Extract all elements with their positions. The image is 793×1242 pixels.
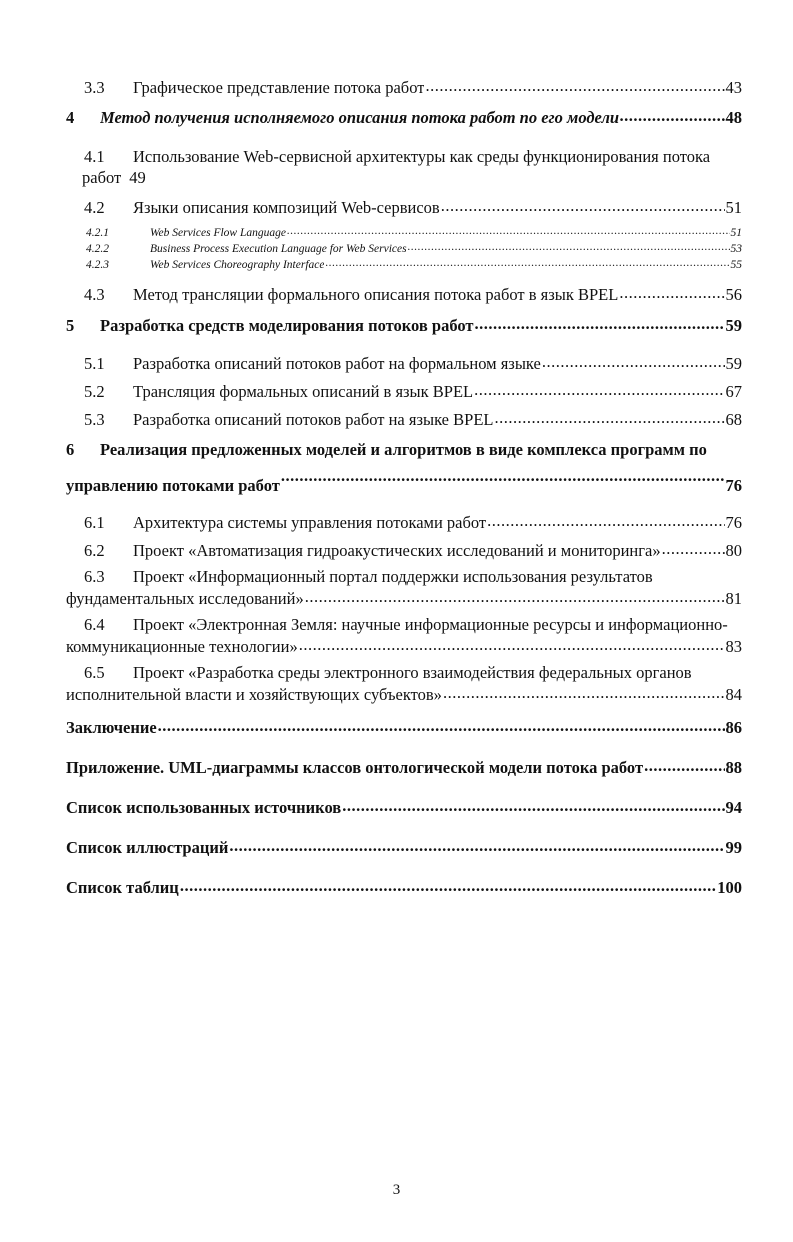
leader-dots (158, 716, 725, 733)
entry-number: 5 (66, 315, 75, 335)
entry-title: Список таблиц (66, 877, 179, 897)
entry-page: 86 (725, 717, 742, 737)
toc-entry-4-1[interactable] (84, 146, 742, 188)
toc-entry-4-2[interactable] (84, 196, 742, 218)
toc-entry-4-2-2[interactable] (86, 240, 742, 256)
entry-page: 67 (725, 381, 742, 401)
entry-page: 76 (725, 512, 742, 532)
entry-page: 99 (725, 837, 742, 857)
toc-entry-6-4[interactable] (66, 614, 742, 657)
entry-title: Метод трансляции формального описания потока работ в язык BPEL (133, 284, 619, 304)
entry-title-line1: Проект «Информационный портал поддержки использования результатов (133, 567, 653, 586)
entry-number: 6.2 (84, 540, 105, 560)
entry-number: 6.1 (84, 512, 105, 532)
entry-number: 3.3 (84, 77, 105, 97)
entry-title-line2: работ (82, 168, 122, 187)
entry-number: 4.2 (84, 197, 105, 217)
leader-dots (443, 683, 725, 700)
leader-dots (408, 240, 730, 252)
entry-page: 51 (730, 226, 742, 239)
toc-entry-illustrations[interactable] (66, 836, 742, 858)
entry-page: 59 (725, 315, 742, 335)
leader-dots (619, 283, 724, 300)
entry-page: 84 (725, 684, 742, 704)
leader-dots (342, 796, 724, 813)
toc-entry-6-2[interactable] (84, 539, 742, 561)
leader-dots (299, 635, 725, 652)
entry-title-line1: Реализация предложенных моделей и алгоритмов в виде комплекса программ по (100, 440, 707, 459)
entry-page: 55 (730, 258, 742, 271)
entry-number: 4 (66, 107, 75, 127)
entry-title-line1: Проект «Разработка среды электронного взаимодействия федеральных органов (133, 663, 692, 682)
entry-number: 5.3 (84, 409, 105, 429)
entry-title: Web Services Choreography Interface (150, 258, 325, 271)
entry-number: 6.4 (84, 615, 105, 634)
toc-entry-references[interactable] (66, 796, 742, 818)
entry-page: 80 (725, 540, 742, 560)
entry-title: Графическое представление потока работ (133, 77, 425, 97)
entry-page: 51 (725, 197, 742, 217)
toc-entry-tables[interactable] (66, 876, 742, 898)
leader-dots (425, 76, 724, 93)
entry-page: 48 (725, 107, 742, 127)
toc-entry-6[interactable] (66, 432, 742, 504)
entry-title: Трансляция формальных описаний в язык BPEL (133, 381, 474, 401)
leader-dots (620, 106, 724, 123)
toc-entry-4-2-3[interactable] (86, 256, 742, 272)
entry-page: 100 (717, 877, 742, 897)
leader-dots (229, 836, 724, 853)
entry-page: 83 (725, 636, 742, 656)
toc-entry-3-3[interactable] (84, 76, 742, 98)
leader-dots (281, 475, 725, 492)
toc-entry-4-2-1[interactable] (86, 224, 742, 240)
entry-number: 5.1 (84, 353, 105, 373)
leader-dots (662, 539, 725, 556)
entry-title: Список иллюстраций (66, 837, 229, 857)
leader-dots (487, 511, 724, 528)
toc-entry-5-3[interactable] (84, 408, 742, 430)
entry-page: 49 (129, 168, 146, 187)
entry-page: 59 (725, 353, 742, 373)
toc-entry-4-3[interactable] (84, 283, 742, 305)
entry-number: 6 (66, 440, 75, 459)
entry-number: 6.5 (84, 663, 105, 682)
entry-title: Метод получения исполняемого описания потока работ по его модели (100, 107, 620, 127)
entry-title-line2: фундаментальных исследований» (66, 588, 304, 608)
entry-page: 56 (725, 284, 742, 304)
entry-title: Разработка средств моделирования потоков работ (100, 315, 474, 335)
leader-dots (494, 408, 724, 425)
entry-number: 4.2.2 (86, 242, 109, 255)
toc-entry-5[interactable] (66, 314, 742, 336)
toc-entry-5-1[interactable] (84, 352, 742, 374)
leader-dots (441, 196, 725, 213)
leader-dots (542, 352, 725, 369)
leader-dots (644, 756, 724, 773)
entry-title: Разработка описаний потоков работ на формальном языке (133, 353, 541, 373)
leader-dots (325, 256, 729, 268)
entry-number: 5.2 (84, 381, 105, 401)
entry-title: Архитектура системы управления потоками работ (133, 512, 487, 532)
entry-number: 4.2.1 (86, 226, 109, 239)
entry-title-line1: Проект «Электронная Земля: научные информационные ресурсы и информационно- (133, 615, 728, 634)
entry-title: Список использованных источников (66, 797, 342, 817)
toc-entry-4[interactable] (66, 106, 742, 128)
page-number: 3 (392, 1182, 401, 1198)
entry-page: 43 (725, 77, 742, 97)
entry-number: 4.3 (84, 284, 105, 304)
entry-title: Языки описания композиций Web-сервисов (133, 197, 440, 217)
entry-page: 88 (725, 757, 742, 777)
entry-title: Заключение (66, 717, 157, 737)
entry-page: 53 (730, 242, 742, 255)
entry-title-line2: исполнительной власти и хозяйствующих субъектов» (66, 684, 442, 704)
leader-dots (305, 587, 725, 604)
entry-page: 94 (725, 797, 742, 817)
toc-entry-5-2[interactable] (84, 380, 742, 402)
entry-page: 81 (725, 588, 742, 608)
entry-title: Business Process Execution Language for Web Services (150, 242, 407, 255)
entry-number: 4.1 (84, 147, 105, 166)
leader-dots (475, 314, 725, 331)
leader-dots (474, 380, 724, 397)
entry-title-line2: коммуникационные технологии» (66, 636, 298, 656)
entry-page: 76 (725, 476, 742, 495)
toc-entry-6-1[interactable] (84, 511, 742, 533)
entry-title: Разработка описаний потоков работ на языке BPEL (133, 409, 494, 429)
entry-number: 6.3 (84, 567, 105, 586)
entry-title: Web Services Flow Language (150, 226, 286, 239)
toc-entry-conclusion[interactable] (66, 716, 742, 738)
entry-title-line2: управлению потоками работ (66, 476, 280, 495)
entry-page: 68 (725, 409, 742, 429)
entry-title-line1: Использование Web-сервисной архитектуры как среды функционирования потока (133, 147, 711, 166)
toc-entry-appendix[interactable] (66, 756, 742, 778)
entry-title: Проект «Автоматизация гидроакустических исследований и мониторинга» (133, 540, 661, 560)
leader-dots (287, 224, 730, 236)
entry-number: 4.2.3 (86, 258, 109, 271)
entry-title: Приложение. UML-диаграммы классов онтологической модели потока работ (66, 757, 644, 777)
leader-dots (180, 876, 716, 893)
toc-entry-6-3[interactable] (66, 566, 742, 609)
toc-entry-6-5[interactable] (66, 662, 742, 705)
